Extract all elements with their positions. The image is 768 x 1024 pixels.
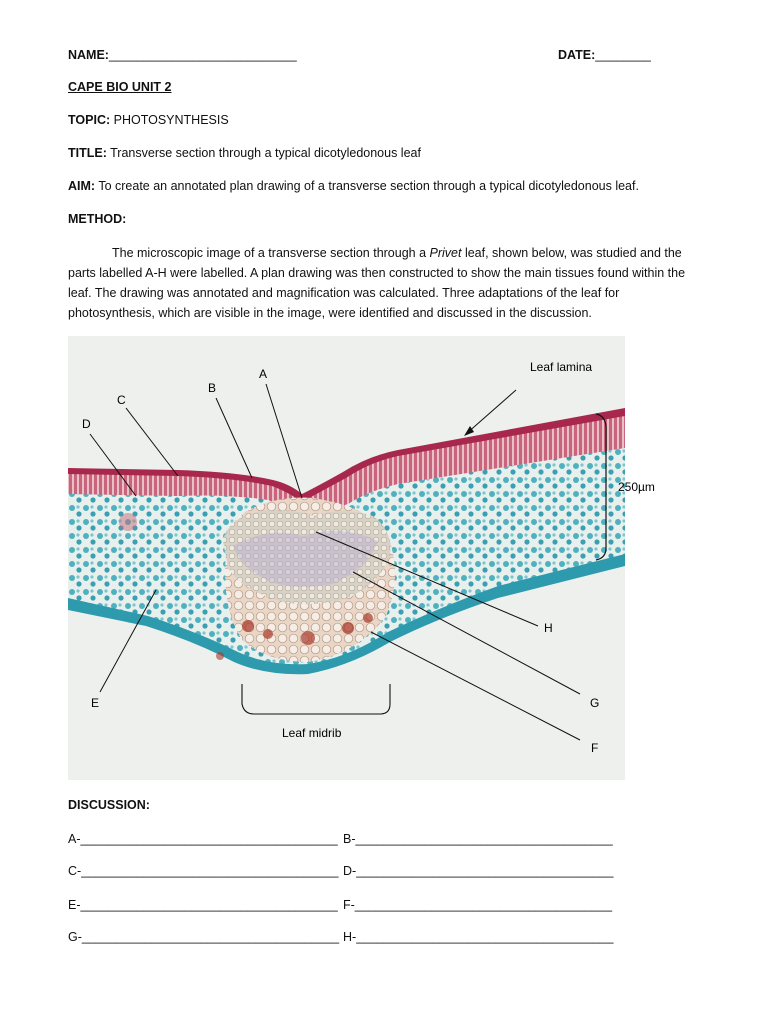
leaf-lamina-label: Leaf lamina [530, 360, 593, 374]
name-label: NAME: [68, 48, 109, 62]
method-paragraph [68, 243, 700, 323]
method-text-after: leaf, shown below, was studied and the parts labelled A-H were labelled. A plan drawing was then constructed to show the main tissues found within the leaf. The drawing was annotated and magnification was calculated. Three adaptations of the leaf for photosynthesis, which are visible in the image, were identified and discussed in the discussion. [68, 246, 686, 320]
method-italic: Privet [429, 246, 462, 260]
aim-line [68, 179, 639, 193]
label-d: D [82, 417, 91, 431]
label-a: A [259, 367, 268, 381]
topic-value: PHOTOSYNTHESIS [110, 113, 229, 127]
answer-b[interactable]: B-_____________________________________ [343, 832, 613, 846]
title-line [68, 146, 421, 160]
date-label: DATE: [558, 48, 596, 62]
topic-label: TOPIC: [68, 113, 111, 127]
label-f: F [591, 741, 599, 755]
date-field[interactable] [558, 48, 651, 62]
answer-h[interactable]: H-_____________________________________ [343, 930, 614, 944]
answer-f[interactable]: F-_____________________________________ [343, 898, 613, 912]
name-field[interactable] [68, 48, 297, 62]
name-blank[interactable]: ___________________________ [108, 48, 297, 62]
leaf-micrograph [68, 336, 655, 780]
answer-e[interactable]: E-_____________________________________ [68, 898, 338, 912]
aim-label: AIM: [68, 179, 96, 193]
answer-g[interactable]: G-_____________________________________ [68, 930, 340, 944]
answer-a[interactable]: A-_____________________________________ [68, 832, 338, 846]
scale-label: 250µm [618, 480, 655, 494]
title-value: Transverse section through a typical dicotyledonous leaf [106, 146, 421, 160]
label-g: G [590, 696, 600, 710]
label-e: E [91, 696, 100, 710]
title-label: TITLE: [68, 146, 107, 160]
topic-line [68, 113, 229, 127]
answer-c[interactable]: C-_____________________________________ [68, 864, 339, 878]
course-title: CAPE BIO UNIT 2 [68, 80, 172, 94]
leaf-micrograph-figure [68, 336, 655, 780]
discussion-label: DISCUSSION: [68, 798, 150, 812]
answer-d[interactable]: D-_____________________________________ [343, 864, 614, 878]
date-blank[interactable]: ________ [595, 48, 651, 62]
method-label: METHOD: [68, 212, 127, 226]
label-h: H [544, 621, 553, 635]
aim-value: To create an annotated plan drawing of a transverse section through a typical dicotyledonous leaf. [95, 179, 639, 193]
label-c: C [117, 393, 126, 407]
method-text-before: The microscopic image of a transverse section through a [112, 246, 430, 260]
label-b: B [208, 381, 217, 395]
leaf-midrib-label: Leaf midrib [282, 726, 342, 740]
